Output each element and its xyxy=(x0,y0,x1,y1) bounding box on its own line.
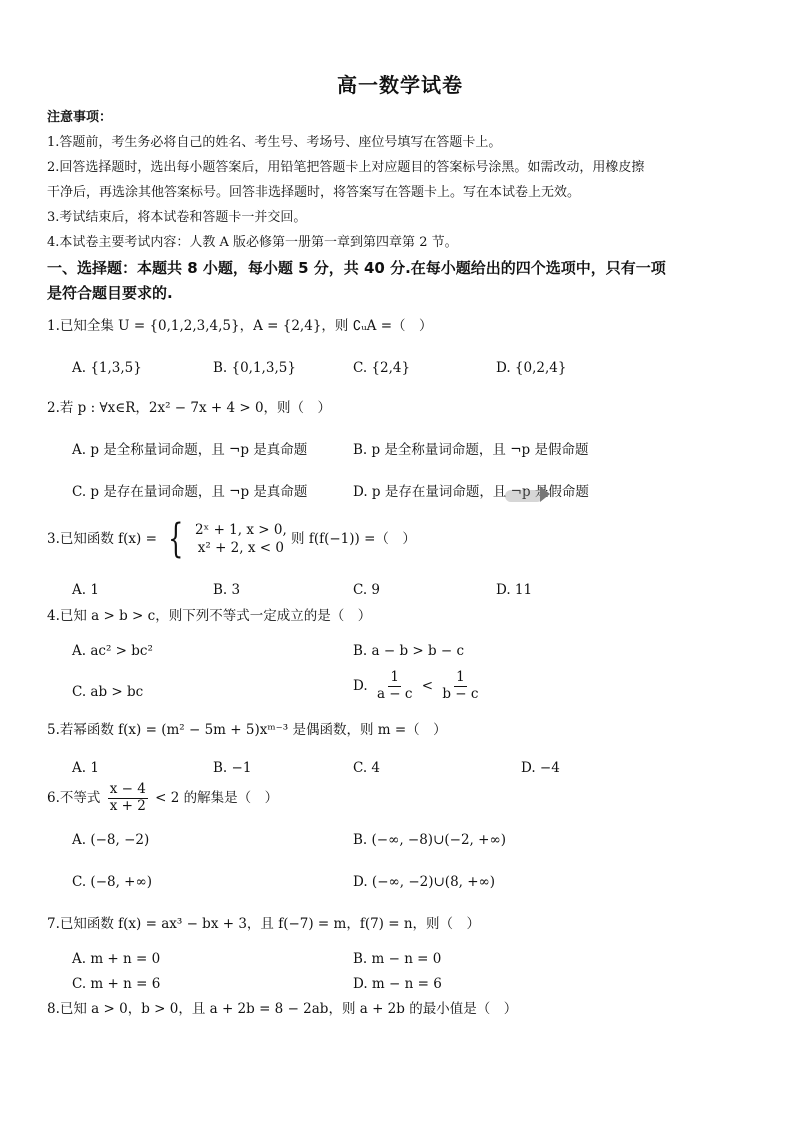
option-a: A. (−8, −2) xyxy=(72,832,150,848)
option-a: A. 1 xyxy=(72,582,99,598)
fraction xyxy=(440,670,480,702)
notice-item: 2.回答选择题时，选出每小题答案后，用铅笔把答题卡上对应题目的答案标号涂黑。如需改动，用橡皮擦 xyxy=(47,160,645,175)
numerator: x − 4 xyxy=(109,781,146,797)
option-c: C. {2,4} xyxy=(353,360,411,376)
stem-suffix: < 2 的解集是（ ） xyxy=(155,789,279,806)
option-b: B. {0,1,3,5} xyxy=(213,360,296,376)
section-heading: 是符合题目要求的. xyxy=(47,284,173,302)
case-line: x² + 2, x < 0 xyxy=(197,540,284,556)
scan-smudge xyxy=(505,490,543,502)
denominator: x + 2 xyxy=(109,797,146,814)
fraction xyxy=(375,670,415,702)
fraction xyxy=(108,782,148,814)
denominator: b − c xyxy=(442,685,479,702)
option-d: D. 11 xyxy=(496,582,533,598)
section-heading: 一、选择题：本题共 8 小题，每小题 5 分，共 40 分.在每小题给出的四个选项中，只有一项 xyxy=(47,259,666,277)
option-b: B. (−∞, −8)∪(−2, +∞) xyxy=(353,832,506,848)
option-label: D. xyxy=(353,677,368,694)
option-a: A. ac² > bc² xyxy=(72,643,153,659)
option-b: B. −1 xyxy=(213,760,252,776)
piecewise-brace: { xyxy=(168,516,184,562)
question-stem: 2.若 p : ∀x∈R，2x² − 7x + 4 > 0，则（ ） xyxy=(47,400,332,416)
notice-item: 3.考试结束后，将本试卷和答题卡一并交回。 xyxy=(47,210,307,225)
scan-smudge xyxy=(540,486,550,502)
option-b: B. p 是全称量词命题，且 ¬p 是假命题 xyxy=(353,442,589,458)
piecewise-cases xyxy=(195,521,287,557)
question-stem: 1.已知全集 U = {0,1,2,3,4,5}，A = {2,4}，则 ∁ᵤA =（ ） xyxy=(47,318,433,334)
question-stem: 8.已知 a > 0，b > 0，且 a + 2b = 8 − 2ab，则 a + 2b 的最小值是（ ） xyxy=(47,1001,518,1017)
option-a: A. m + n = 0 xyxy=(72,951,161,967)
question-stem xyxy=(47,516,416,562)
question-stem: 7.已知函数 f(x) = ax³ − bx + 3，且 f(−7) = m，f(7) = n，则（ ） xyxy=(47,916,481,932)
option-a: A. 1 xyxy=(72,760,99,776)
option-a: A. {1,3,5} xyxy=(72,360,142,376)
question-stem xyxy=(47,782,278,814)
option-b: B. m − n = 0 xyxy=(353,951,442,967)
notice-item: 干净后，再选涂其他答案标号。回答非选择题时，将答案写在答题卡上。写在本试卷上无效。 xyxy=(47,185,581,200)
notice-item: 4.本试卷主要考试内容：人教 A 版必修第一册第一章到第四章第 2 节。 xyxy=(47,235,458,250)
option-c: C. ab > bc xyxy=(72,684,144,700)
numerator: 1 xyxy=(456,669,465,685)
option-d: D. (−∞, −2)∪(8, +∞) xyxy=(353,874,496,890)
notice-item: 1.答题前，考生务必将自己的姓名、考生号、考场号、座位号填写在答题卡上。 xyxy=(47,135,502,150)
option-a: A. p 是全称量词命题，且 ¬p 是真命题 xyxy=(72,442,308,458)
option-c: C. p 是存在量词命题，且 ¬p 是真命题 xyxy=(72,484,308,500)
relation: < xyxy=(421,677,434,694)
option-d: D. {0,2,4} xyxy=(496,360,567,376)
stem-prefix: 3.已知函数 f(x) = xyxy=(47,530,157,547)
option-c: C. 4 xyxy=(353,760,381,776)
option-c: C. (−8, +∞) xyxy=(72,874,153,890)
denominator: a − c xyxy=(376,685,413,702)
stem-suffix: 则 f(f(−1)) =（ ） xyxy=(291,530,416,547)
option-b: B. 3 xyxy=(213,582,241,598)
notice-heading: 注意事项： xyxy=(47,110,113,125)
option-d: D. p 是存在量词命题，且 ¬p 是假命题 xyxy=(353,484,589,500)
question-stem: 4.已知 a > b > c，则下列不等式一定成立的是（ ） xyxy=(47,608,372,624)
option-c: C. m + n = 6 xyxy=(72,976,161,992)
option-b: B. a − b > b − c xyxy=(353,643,465,659)
option-d xyxy=(353,670,483,702)
option-c: C. 9 xyxy=(353,582,381,598)
option-d: D. −4 xyxy=(521,760,560,776)
page-title: 高一数学试卷 xyxy=(337,73,463,97)
case-line: 2ˣ + 1, x > 0, xyxy=(194,521,287,538)
numerator: 1 xyxy=(390,669,399,685)
question-stem: 5.若幂函数 f(x) = (m² − 5m + 5)xᵐ⁻³ 是偶函数，则 m =（ ） xyxy=(47,722,447,738)
option-d: D. m − n = 6 xyxy=(353,976,442,992)
stem-prefix: 6.不等式 xyxy=(47,789,101,806)
